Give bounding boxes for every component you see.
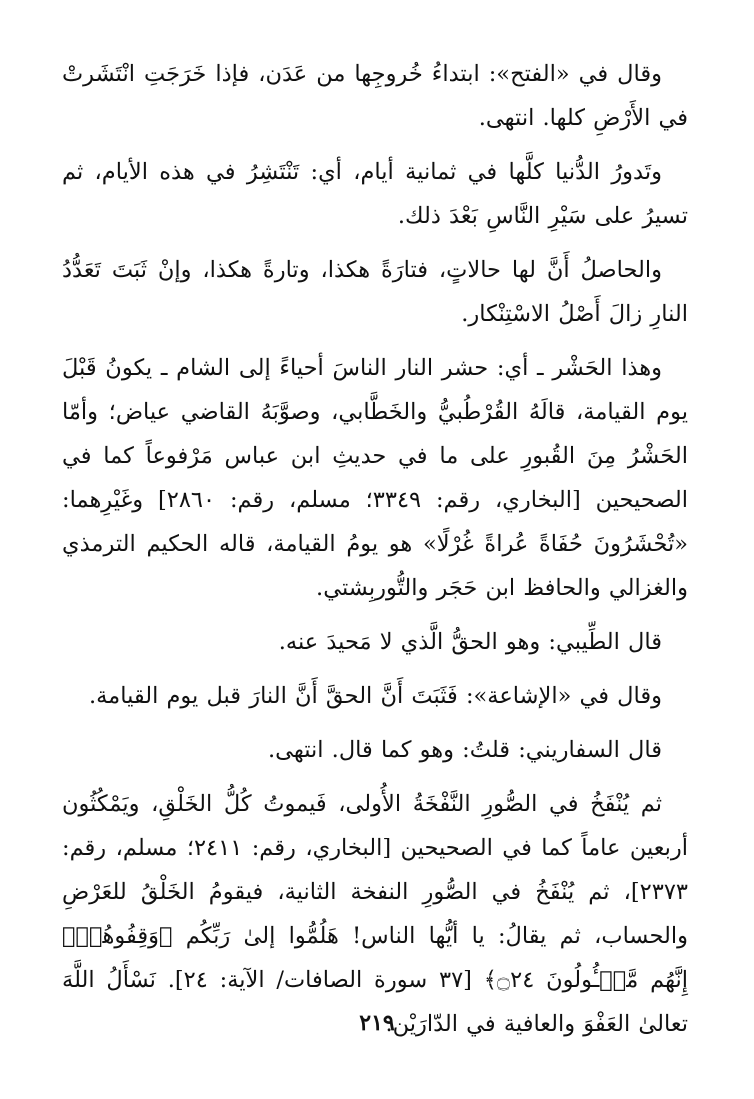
paragraph-tibi: قال الطِّيبي: وهو الحقُّ الَّذي لا مَحيدَ عنه. [278,629,662,655]
paragraph-trumpet: ثم يُنْفَخُ في الصُّورِ النَّفْخَةُ الأُولى، فَيموتُ كُلُّ الخَلْقِ، ويَمْكُثُون أربعين عاماً كما في الصحيحين [البخاري، رقم: ٢٤١١؛ مسلم، رقم: ٢٣٧٣]، ثم يُنْفَخُ في الصُّورِ النفخة الثانية، فيقومُ الخَلْقُ للعَرْضِ والحساب، ثم يقالُ: يا أيُّها الناس! هَلُمُّوا إلىٰ رَبِّكُم ﴿وَقِفُوهُمْۖ إِنَّهُم مَّسۡـُٔولُونَ ۝٢٤﴾ [٣٧ سورة الصافات/ الآية: ٢٤]. نَسْأَلُ اللَّهَ تعالىٰ العَفْوَ والعافية في الدّارَيْن. [62,791,688,1037]
paragraph-ishaa: وقال في «الإشاعة»: فَثَبَتَ أَنَّ الحقَّ أَنَّ النارَ قبل يوم القيامة. [88,683,662,709]
paragraph-hashr: وهذا الحَشْر ـ أي: حشر النار الناسَ أحياءً إلى الشام ـ يكونُ قَبْلَ يوم القيامة، قالَهُ القُرْطُبيُّ والخَطَّابي، وصوَّبَهُ القاضي عياض؛ وأمّا الحَشْرُ مِنَ القُبورِ على ما في حديثِ ابن عباس مَرْفوعاً كما في الصحيحين [البخاري، رقم: ٣٣٤٩؛ مسلم، رقم: ٢٨٦٠] وغَيْرِهما: «تُحْشَرُونَ حُفَاةً عُراةً غُرْلًا» هو يومُ القيامة، قاله الحكيم الترمذي والغزالي والحافظ ابن حَجَر والتُّوربِشتي. [62,355,688,601]
page-body [62,52,688,1056]
paragraph-saffarini: قال السفاريني: قلتُ: وهو كما قال. انتهى. [267,737,662,763]
paragraph-fath-quote: وقال في «الفتح»: ابتداءُ خُروجِها من عَدَن، فإذا خَرَجَتِ انْتَشَرتْ في الأَرْضِ كلها. انتهى. [62,61,688,131]
page-number: ٢١٩ [359,1010,395,1036]
paragraph-conclusion: والحاصلُ أَنَّ لها حالاتٍ، فتارَةً هكذا، وتارةً هكذا، وإنْ ثَبَتَ تَعَدُّدُ النارِ زالَ أَصْلُ الاسْتِنْكار. [62,257,688,327]
paragraph-eight-days: وتَدورُ الدُّنيا كلَّها في ثمانية أيام، أي: تَنْتَشِرُ في هذه الأيام، ثم تسيرُ على سَيْرِ النَّاسِ بَعْدَ ذلك. [62,159,688,229]
